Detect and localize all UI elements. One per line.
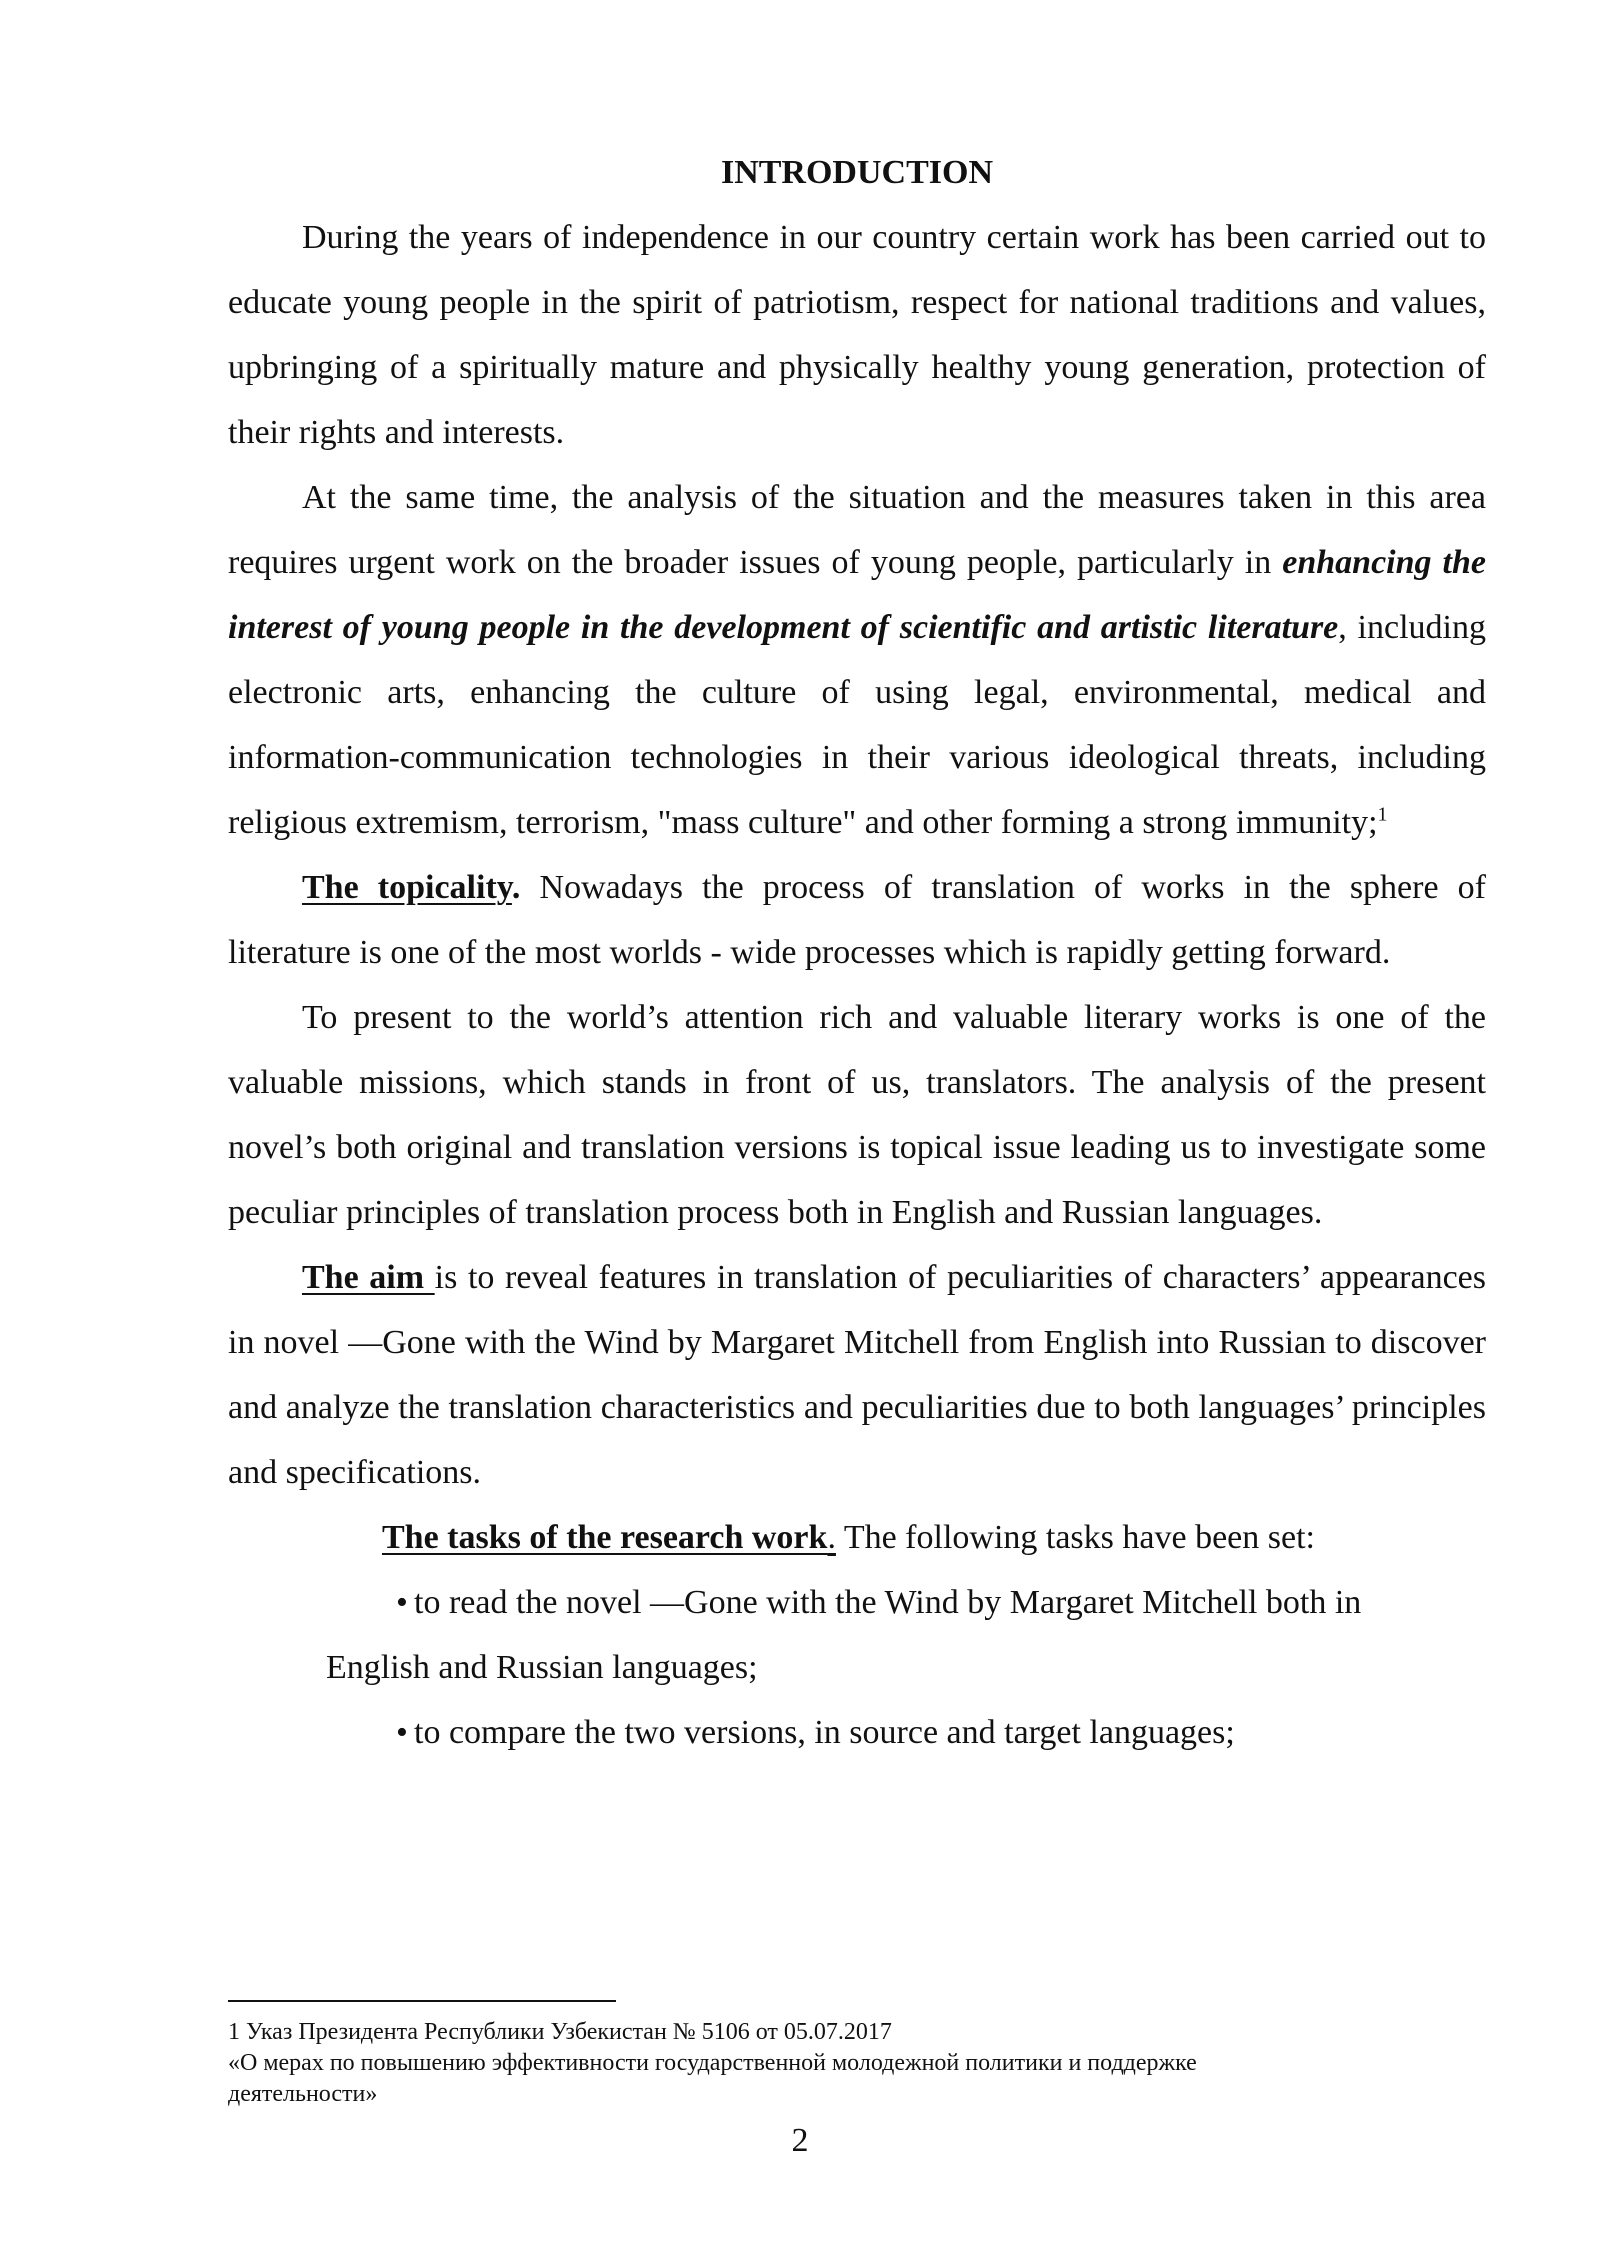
list-item [228, 1700, 1486, 1765]
paragraph-analysis [228, 465, 1486, 855]
paragraph-aim [228, 1245, 1486, 1505]
topicality-text: Nowadays the process of translation of works in the sphere of literature is one of the most worlds - wide processes which is rapidly getting forward. [228, 869, 1486, 971]
footnote [228, 2017, 1486, 2110]
footnote-line: 1 Указ Президента Республики Узбекистан № 5106 от 05.07.2017 [228, 2019, 892, 2045]
paragraph-topicality [228, 855, 1486, 985]
aim-text: is to reveal features in translation of peculiarities of characters’ appearances in novel —Gone with the Wind by Margaret Mitchell from English into Russian to discover and analyze the translation characteristics and peculiarities due to both languages’ principles and specifications. [228, 1259, 1486, 1491]
footnote-line: «О мерах по повышению эффективности государственной молодежной политики и поддержке [228, 2050, 1197, 2076]
paragraph-mission: To present to the world’s attention rich and valuable literary works is one of the valuable missions, which stands in front of us, translators. The analysis of the present novel’s both original and translation versions is topical issue leading us to investigate some peculiar principles of translation process both in English and Russian languages. [228, 999, 1486, 1231]
paragraph-independence: During the years of independence in our country certain work has been carried out to educate young people in the spirit of patriotism, respect for national traditions and values, upbringing of a spiritually mature and physically healthy young generation, protection of their rights and interests. [228, 219, 1486, 451]
page-heading: INTRODUCTION [720, 154, 994, 191]
bullet-icon: • [396, 1584, 408, 1621]
tasks-label: The tasks of the research work [382, 1519, 828, 1556]
list-item-continuation: English and Russian languages; [326, 1649, 758, 1686]
footnote-reference: 1 [1377, 803, 1388, 826]
list-item-text: to compare the two versions, in source and target languages; [414, 1714, 1235, 1751]
footnote-separator [228, 2000, 616, 2002]
body-text [228, 140, 1486, 1765]
task-list [228, 1570, 1486, 1765]
topicality-dot: . [511, 869, 521, 906]
bullet-icon: • [396, 1714, 408, 1751]
page-number: 2 [791, 2122, 809, 2159]
tasks-label-dot: . [827, 1519, 836, 1556]
paragraph-analysis-rest: , including electronic arts, enhancing the culture of using legal, environmental, medical and information-communication technologies in their various ideological threats, including religious extremism, terrorism, "mass culture" and other forming a strong immunity; [228, 609, 1486, 841]
paragraph-tasks [228, 1505, 1486, 1570]
list-item [228, 1570, 1486, 1635]
footnote-line: деятельности» [228, 2081, 378, 2107]
topicality-label: The topicality [302, 869, 512, 906]
paragraph-analysis-emphasis: enhancing the interest of young people in the development of scientific and artistic literature [228, 544, 1486, 646]
list-item-text: to read the novel —Gone with the Wind by Margaret Mitchell both in [414, 1584, 1362, 1621]
aim-label: The aim [302, 1259, 435, 1296]
tasks-text: The following tasks have been set: [835, 1519, 1315, 1556]
paragraph-analysis-lead: At the same time, the analysis of the situation and the measures taken in this area requires urgent work on the broader issues of young people, particularly in [228, 479, 1486, 581]
